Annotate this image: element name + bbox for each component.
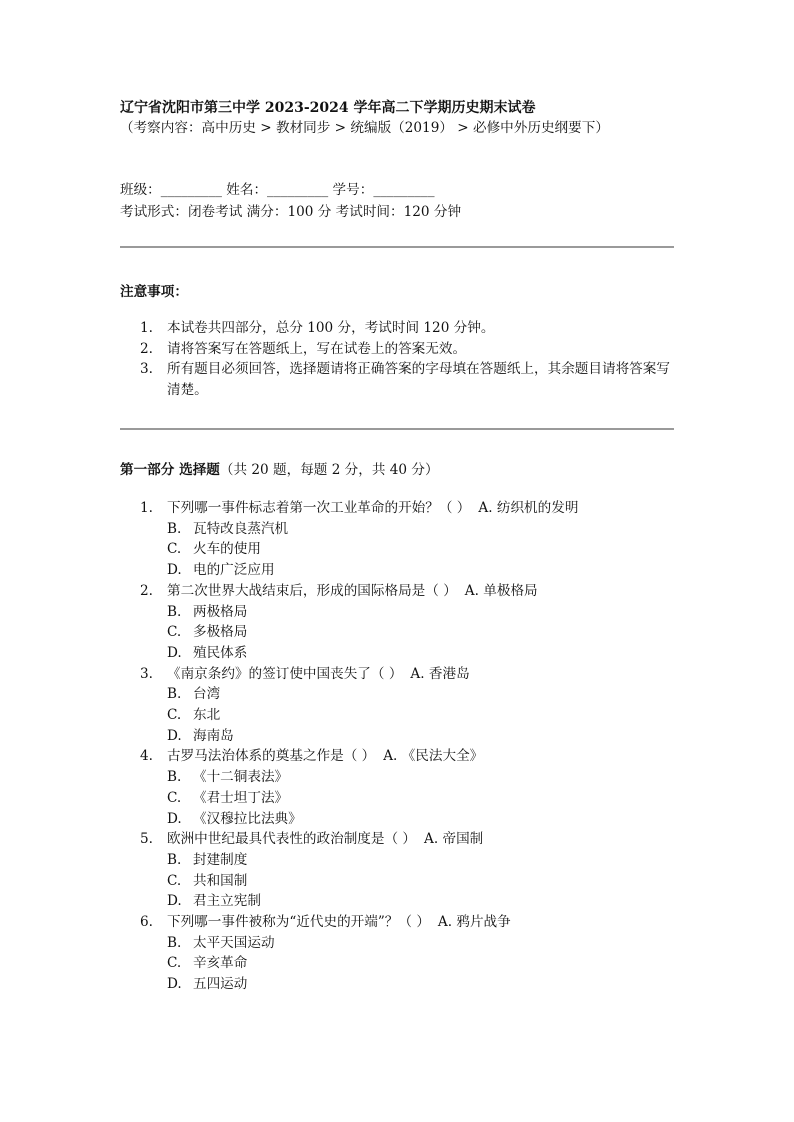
question-text: 《南京条约》的签订使中国丧失了（ ） — [167, 665, 403, 682]
question-stem — [140, 912, 680, 933]
option-b — [140, 933, 680, 954]
option-text: 电的广泛应用 — [193, 562, 275, 579]
option-text: 两极格局 — [193, 603, 248, 620]
option-b — [140, 767, 680, 788]
option-letter: C. — [167, 872, 182, 889]
option-text: 辛亥革命 — [193, 955, 248, 972]
notice-item — [140, 359, 670, 400]
option-d — [140, 974, 680, 995]
option-c — [140, 705, 680, 726]
option-letter: B. — [167, 686, 182, 703]
option-text: 封建制度 — [193, 851, 248, 868]
notice-item — [140, 339, 670, 360]
notice-item — [140, 318, 670, 339]
question-number: 6. — [140, 914, 153, 931]
question-stem — [140, 581, 680, 602]
option-text: 《君士坦丁法》 — [193, 789, 289, 806]
option-letter: C. — [167, 624, 182, 641]
notice-text: 本试卷共四部分，总分 100 分，考试时间 120 分钟。 — [167, 320, 495, 336]
section-info: （共 20 题，每题 2 分，共 40 分） — [219, 462, 439, 478]
option-c — [140, 788, 680, 809]
option-c — [140, 539, 680, 560]
option-letter: B. — [167, 603, 182, 620]
option-b — [140, 684, 680, 705]
option-text: 台湾 — [193, 686, 221, 703]
exam-scope: （考察内容：高中历史 > 教材同步 > 统编版（2019） > 必修中外历史纲要下） — [120, 120, 609, 136]
option-a: A. 单极格局 — [464, 582, 538, 599]
option-letter: D. — [167, 976, 182, 993]
question-list — [140, 498, 680, 995]
option-a: A. 帝国制 — [424, 831, 484, 848]
notice-title: 注意事项： — [120, 284, 188, 300]
section-heading — [120, 458, 439, 478]
option-a: A. 鸦片战争 — [437, 914, 511, 931]
option-letter: D. — [167, 562, 182, 579]
option-text: 火车的使用 — [193, 541, 261, 558]
option-text: 太平天国运动 — [193, 934, 275, 951]
question-text: 古罗马法治体系的奠基之作是（ ） — [167, 748, 376, 765]
question — [140, 912, 680, 995]
option-d — [140, 560, 680, 581]
option-b — [140, 602, 680, 623]
option-letter: C. — [167, 789, 182, 806]
option-text: 瓦特改良蒸汽机 — [193, 520, 289, 537]
question — [140, 829, 680, 912]
question-text: 欧洲中世纪最具代表性的政治制度是（ ） — [167, 831, 417, 848]
option-letter: B. — [167, 851, 182, 868]
option-d — [140, 643, 680, 664]
notice-number: 1. — [140, 320, 153, 336]
option-d — [140, 891, 680, 912]
option-text: 《汉穆拉比法典》 — [193, 810, 302, 827]
option-c — [140, 871, 680, 892]
option-c — [140, 953, 680, 974]
question-stem — [140, 829, 680, 850]
option-a: A. 纺织机的发明 — [478, 500, 579, 516]
option-text: 东北 — [193, 707, 221, 724]
option-letter: C. — [167, 955, 182, 972]
option-text: 殖民体系 — [193, 644, 248, 661]
question-text: 下列哪一事件被称为“近代史的开端”？（ ） — [167, 914, 430, 931]
page-title: 辽宁省沈阳市第三中学 2023-2024 学年高二下学期历史期末试卷 — [120, 100, 536, 116]
option-a: A. 香港岛 — [410, 665, 470, 682]
question-stem — [140, 498, 680, 519]
question-stem — [140, 746, 680, 767]
option-text: 《十二铜表法》 — [193, 769, 289, 786]
option-text: 多极格局 — [193, 624, 248, 641]
option-a: A. 《民法大全》 — [383, 748, 484, 765]
question — [140, 664, 680, 747]
option-text: 君主立宪制 — [193, 893, 261, 910]
option-text: 五四运动 — [193, 976, 248, 993]
option-text: 共和国制 — [193, 872, 248, 889]
option-b — [140, 850, 680, 871]
question-stem — [140, 664, 680, 685]
question-number: 5. — [140, 831, 153, 848]
notice-list — [140, 318, 670, 400]
option-b — [140, 519, 680, 540]
notice-text: 所有题目必须回答，选择题请将正确答案的字母填在答题纸上，其余题目请将答案写清楚。 — [167, 361, 670, 398]
option-letter: B. — [167, 520, 182, 537]
option-letter: D. — [167, 893, 182, 910]
option-letter: C. — [167, 541, 182, 558]
option-letter: B. — [167, 934, 182, 951]
option-letter: D. — [167, 727, 182, 744]
exam-info-line: 考试形式：闭卷考试 满分：100 分 考试时间：120 分钟 — [120, 204, 462, 220]
option-c — [140, 622, 680, 643]
option-letter: D. — [167, 644, 182, 661]
question-number: 2. — [140, 582, 153, 599]
notice-text: 请将答案写在答题纸上，写在试卷上的答案无效。 — [167, 340, 467, 357]
section-title: 第一部分 选择题 — [120, 462, 220, 478]
option-text: 海南岛 — [193, 727, 234, 744]
question-text: 第二次世界大战结束后，形成的国际格局是（ ） — [167, 582, 457, 599]
question — [140, 498, 680, 581]
question-number: 4. — [140, 748, 153, 765]
divider — [120, 428, 674, 430]
option-letter: C. — [167, 707, 182, 724]
question-number: 1. — [140, 500, 153, 516]
notice-number: 3. — [140, 361, 153, 377]
divider — [120, 246, 674, 248]
option-d — [140, 809, 680, 830]
student-info-line: 班级：_________ 姓名：_________ 学号：_________ — [120, 182, 435, 198]
notice-number: 2. — [140, 340, 153, 357]
option-letter: B. — [167, 769, 182, 786]
question — [140, 746, 680, 829]
question-number: 3. — [140, 665, 153, 682]
option-d — [140, 726, 680, 747]
question — [140, 581, 680, 664]
option-letter: D. — [167, 810, 182, 827]
question-text: 下列哪一事件标志着第一次工业革命的开始？（ ） — [167, 500, 471, 516]
